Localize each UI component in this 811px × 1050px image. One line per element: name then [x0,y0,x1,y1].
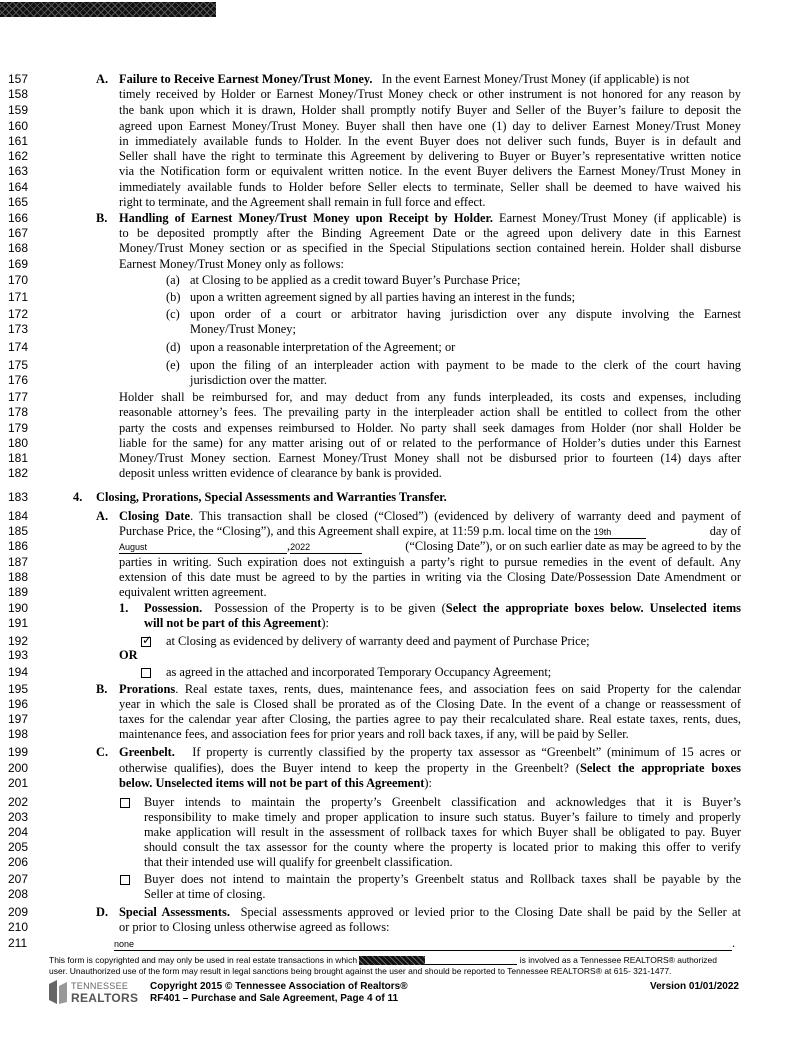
section-line: extension of this date must be agreed to by the parties in writing via the Closing Date/Possession Date Amendment or [119,570,741,584]
section-label: C. [96,745,109,759]
line-number: 202 [8,795,29,809]
section-line: in immediately available funds to Holder. In the event Buyer does not deliver such funds, Buyer is in default and [119,134,741,148]
form-name: RF401 – Purchase and Sale Agreement, Page 4 of 11 [150,993,399,1004]
line-number: 172 [8,307,29,321]
line-number: 164 [8,180,29,194]
section-line: none . [114,936,736,950]
section-number: 4. [73,490,83,504]
checkbox-label: at Closing as evidenced by delivery of warranty deed and payment of Purchase Price; [166,634,590,648]
redaction-bar [0,2,216,17]
section-label: D. [96,905,109,919]
section-heading: Closing Date [119,509,191,523]
line-number: 165 [8,195,29,209]
line-number: 208 [8,887,29,901]
possession-temporary-occupancy-checkbox[interactable] [141,668,151,678]
section-line: liable for the same) for any matter arising out of or related to the performance of Holder’s duties under this Earnest [119,436,741,450]
list-item: at Closing to be applied as a credit toward Buyer’s Purchase Price; [190,273,521,287]
line-number: 162 [8,149,29,163]
line-number: 160 [8,119,29,133]
section-line: immediately available funds to Holder before Seller elects to terminate, Seller shall be deemed to have waived his [119,180,741,194]
line-number: 204 [8,825,29,839]
checkbox-label: Buyer does not intend to maintain the property’s Greenbelt status and Rollback taxes shall be payable by the [144,872,741,886]
line-number: 182 [8,466,29,480]
line-number: 157 [8,72,29,86]
checkbox-label: that their intended use will qualify for greenbelt classification. [144,855,453,869]
line-number: 200 [8,761,29,775]
line-number: 175 [8,358,29,372]
section-heading: Prorations [119,682,176,696]
copyright-text: Copyright 2015 © Tennessee Association of Realtors® [150,981,408,992]
section-line: below. Unselected items will not be part of this Agreement): [119,776,432,790]
checkbox-label: responsibility to make timely and proper application to insure such status. Buyer’s failure to timely and properly [144,810,741,824]
section-line: will not be part of this Agreement): [144,616,329,630]
section-line: agreed upon Earnest Money/Trust Money. Buyer shall then have one (1) day to deliver Earnest Money/Trust Money [119,119,741,133]
section-line: year in which the sale is Closed shall be prorated as of the Closing Date. In the event of a change or reassessment of [119,697,741,711]
closing-day-field[interactable]: 19th [594,526,646,539]
line-number: 163 [8,164,29,178]
subsection-label: 1. [119,601,129,615]
section-line: via the Notification form or equivalent written notice. In the event Buyer delivers the Earnest Money/Trust Money in [119,164,741,178]
footer-notice: user. Unauthorized use of the form may result in legal sanctions being brought against the user and should be reported to Tennessee REALTORS® at 615- 321-1477. [49,966,672,976]
line-number: 187 [8,555,29,569]
closing-year-field[interactable]: 2022 [290,541,362,554]
line-number: 196 [8,697,29,711]
section-line: Seller shall have the right to terminate this Agreement by delivering to Buyer or Buyer’s representative written notice [119,149,741,163]
line-number: 177 [8,390,29,404]
line-number: 168 [8,241,29,255]
line-number: 180 [8,436,29,450]
line-number: 169 [8,257,29,271]
list-label: (d) [166,340,181,354]
line-number: 183 [8,490,29,504]
section-heading: Greenbelt. [119,745,175,759]
section-line: party the costs and expenses reimbursed to Holder. No party shall seek damages from Holder (nor shall Holder be [119,421,741,435]
line-number: 167 [8,226,29,240]
checkbox-label: Buyer intends to maintain the property’s Greenbelt classification and acknowledges that it is Buyer’s [144,795,741,809]
section-label: A. [96,509,109,523]
section-heading: Special Assessments. [119,905,230,919]
line-number: 203 [8,810,29,824]
list-label: (e) [166,358,180,372]
line-number: 161 [8,134,29,148]
line-number: 210 [8,920,29,934]
list-item: upon a reasonable interpretation of the Agreement; or [190,340,456,354]
list-item: upon order of a court or arbitrator having jurisdiction over any dispute involving the Earnest [190,307,741,321]
section-line: timely received by Holder or Earnest Money/Trust Money check or other instrument is not honored for any reason by [119,87,741,101]
section-label: B. [96,682,108,696]
list-item: upon a written agreement signed by all parties having an interest in the funds; [190,290,576,304]
line-number: 184 [8,509,29,523]
section-line: parties in writing. Such expiration does not extinguish a party’s right to pursue remedies in the event of default. Any [119,555,741,569]
line-number: 176 [8,373,29,387]
checkbox-label: Seller at time of closing. [144,887,266,901]
section-line: Money/Trust Money section or as specified in the Special Stipulations section contained herein. Holder shall disburse [119,241,741,255]
line-number: 189 [8,585,29,599]
section-line: Failure to Receive Earnest Money/Trust Money. In the event Earnest Money/Trust Money (if applicable) is not [119,72,690,86]
blank-line [425,956,517,965]
redaction-bar [359,956,425,965]
section-heading: Handling of Earnest Money/Trust Money upon Receipt by Holder. [119,211,493,225]
list-label: (a) [166,273,180,287]
special-assessments-field[interactable]: none [114,938,732,951]
line-number: 185 [8,524,29,538]
version-text: Version 01/01/2022 [650,981,739,992]
line-number: 197 [8,712,29,726]
line-number: 207 [8,872,29,886]
line-number: 171 [8,290,29,304]
possession-at-closing-checkbox[interactable] [141,633,153,647]
list-item: Money/Trust Money; [190,322,296,336]
list-item: jurisdiction over the matter. [190,373,327,387]
section-line: right to terminate, and the Agreement shall remain in full force and effect. [119,195,486,209]
section-heading: Failure to Receive Earnest Money/Trust Money. [119,72,373,86]
realtors-logo-icon [49,980,71,1004]
line-number: 173 [8,322,29,336]
or-label: OR [119,648,138,662]
section-line: taxes for the calendar year after Closing, the parties agree to pay their recalculated share. Real estate taxes, rents, dues, [119,712,741,726]
line-number: 211 [8,936,28,950]
section-line: Purchase Price, the “Closing”), and this Agreement shall expire, at 11:59 p.m. local time on the 19th day of [119,524,741,538]
line-number: 191 [8,616,29,630]
line-number: 209 [8,905,29,919]
line-number: 192 [8,634,29,648]
section-label: B. [96,211,108,225]
list-label: (b) [166,290,181,304]
section-line: Handling of Earnest Money/Trust Money upon Receipt by Holder. Earnest Money/Trust Money (if applicable) is [119,211,741,225]
section-line: Greenbelt. If property is currently classified by the property tax assessor as “Greenbelt” (minimum of 15 acres or [119,745,741,759]
line-number: 199 [8,745,29,759]
line-number: 205 [8,840,29,854]
section-line: Closing Date. This transaction shall be closed (“Closed”) (evidenced by delivery of warranty deed and payment of [119,509,741,523]
section-line: otherwise qualifies), does the Buyer intend to keep the property in the Greenbelt? (Select the appropriate boxes [119,761,741,775]
section-line: deposit unless written evidence of clearance by bank is provided. [119,466,442,480]
line-number: 178 [8,405,29,419]
list-item: upon the filing of an interpleader action with payment to be made to the clerk of the court having [190,358,741,372]
section-line: or prior to Closing unless otherwise agreed as follows: [119,920,390,934]
section-line: maintenance fees, and association fees for prior years and roll back taxes, if any, will be paid by Seller. [119,727,629,741]
section-line: August ,2022 (“Closing Date”), or on such earlier date as may be agreed to by the [119,539,741,553]
closing-month-field[interactable]: August [119,541,287,554]
greenbelt-maintain-checkbox[interactable] [120,798,130,808]
line-number: 201 [8,776,29,790]
subsection-heading: Possession. [144,601,203,615]
section-label: A. [96,72,109,86]
section-line: Special Assessments. Special assessments approved or levied prior to the Closing Date shall be paid by the Seller at [119,905,741,919]
line-number: 195 [8,682,29,696]
section-line: Prorations. Real estate taxes, rents, dues, maintenance fees, and association fees on said Property for the calendar [119,682,741,696]
section-line: Money/Trust Money section. Earnest Money/Trust Money shall not be disbursed prior to fourteen (14) days after [119,451,741,465]
section-line: Holder shall be reimbursed for, and may deduct from any funds interpleaded, its costs and expenses, including [119,390,741,404]
greenbelt-not-maintain-checkbox[interactable] [120,875,130,885]
check-icon: ✓ [142,633,153,647]
line-number: 193 [8,648,29,662]
line-number: 179 [8,421,29,435]
line-number: 170 [8,273,29,287]
line-number: 194 [8,665,29,679]
line-number: 206 [8,855,29,869]
line-number: 188 [8,570,29,584]
checkbox-label: should consult the tax assessor for the county where the property is located prior to making this offer to verify [144,840,741,854]
line-number: 186 [8,539,29,553]
section-heading: Closing, Prorations, Special Assessments and Warranties Transfer. [96,490,447,504]
line-number: 190 [8,601,29,615]
section-line: Earnest Money/Trust Money only as follows: [119,257,344,271]
line-number: 174 [8,340,29,354]
section-line: equivalent written agreement. [119,585,267,599]
line-number: 159 [8,103,29,117]
checkbox-label: make application will result in the assessment of rollback taxes for which Buyer shall be obligated to pay. Buyer [144,825,741,839]
line-number: 158 [8,87,29,101]
section-line: reasonable attorney’s fees. The prevailing party in the interpleader action shall be entitled to collect from the other [119,405,741,419]
realtors-logo: TENNESSEE REALTORS [49,980,139,1008]
list-label: (c) [166,307,180,321]
line-number: 198 [8,727,29,741]
line-number: 166 [8,211,29,225]
section-line: Possession. Possession of the Property is to be given (Select the appropriate boxes below. Unselected items [144,601,741,615]
line-number: 181 [8,451,29,465]
footer-notice: This form is copyrighted and may only be used in real estate transactions in which is involved as a Tennessee REALTORS® authorized [49,955,717,965]
section-line: to be deposited promptly after the Binding Agreement Date or the agreed upon delivery date in this Earnest [119,226,741,240]
checkbox-label: as agreed in the attached and incorporated Temporary Occupancy Agreement; [166,665,552,679]
section-line: the bank upon which it is drawn, Holder shall promptly notify Buyer and Seller of the Buyer’s failure to deposit the [119,103,741,117]
